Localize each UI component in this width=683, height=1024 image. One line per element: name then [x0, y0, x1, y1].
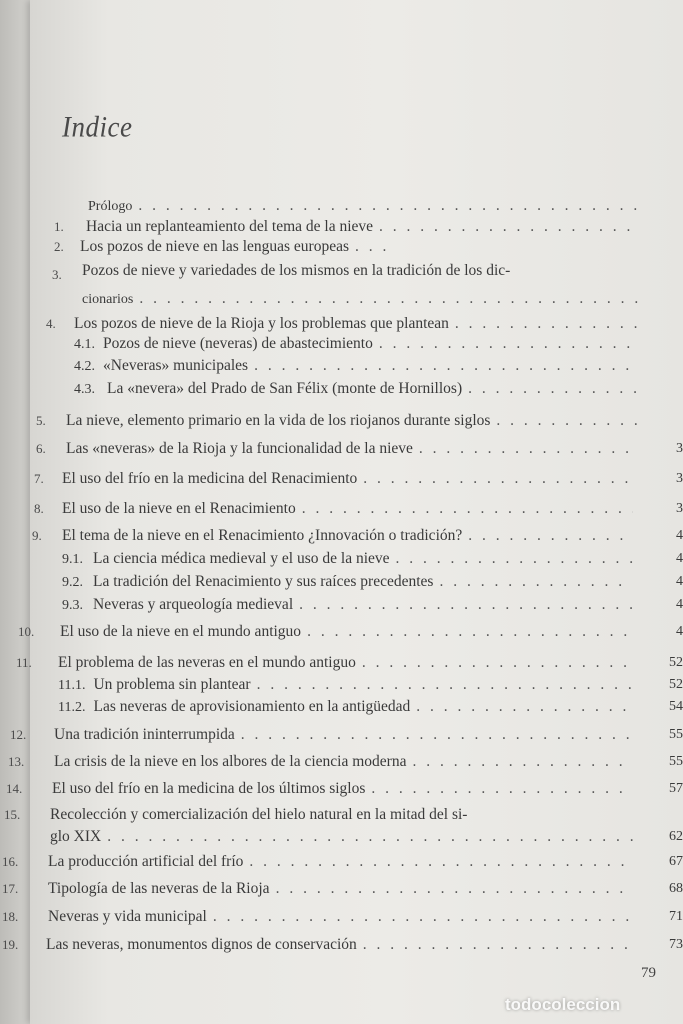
- toc-entry: [2, 880, 683, 897]
- entry-number: 13.: [8, 754, 25, 769]
- entry-label: Neveras y vida municipal: [48, 908, 207, 925]
- entry-number: 4.: [46, 316, 56, 331]
- leader-dots: [419, 440, 633, 457]
- entry-label: Hacia un replanteamiento del tema de la nieve: [86, 218, 374, 235]
- toc-entry: [62, 573, 683, 591]
- entry-page: 4: [676, 528, 683, 543]
- entry-number: 9.: [32, 528, 42, 543]
- entry-label: La «nevera» del Prado de San Félix (monte de Hornillos): [107, 380, 463, 397]
- leader-dots: [307, 623, 633, 640]
- leader-dots: [257, 676, 633, 693]
- entry-label: Una tradición ininterrumpida: [54, 726, 235, 743]
- entry-number: 12.: [10, 727, 27, 742]
- leader-dots: [276, 880, 633, 897]
- toc-entry: [36, 412, 638, 429]
- entry-label: El problema de las neveras en el mundo antiguo: [58, 654, 356, 671]
- entry-number: 9.3.: [62, 598, 83, 613]
- toc-entry: [54, 238, 390, 255]
- entry-label: Prólogo: [88, 199, 133, 214]
- toc-entry: [74, 380, 640, 398]
- entry-number: 17.: [2, 881, 19, 896]
- leader-dots: [254, 357, 640, 374]
- entry-page: 68: [669, 881, 683, 896]
- entry-label-continued: cionarios: [82, 292, 134, 307]
- entry-label: Las neveras de aprovisionamiento en la antigüedad: [93, 698, 411, 715]
- toc-entry: [74, 335, 640, 353]
- leader-dots: [379, 335, 640, 352]
- toc-entry: [36, 440, 683, 457]
- entry-label: El uso de la nieve en el Renacimiento: [62, 500, 296, 517]
- toc-entry: [8, 753, 683, 770]
- entry-page: 52: [669, 677, 683, 692]
- toc-entry: [54, 218, 638, 235]
- entry-page: 4: [676, 574, 683, 589]
- entry-number: 5.: [36, 413, 46, 428]
- toc-entry: [88, 197, 638, 215]
- toc-entry: [2, 908, 683, 925]
- leader-dots: [139, 290, 638, 307]
- entry-label: Las «neveras» de la Rioja y la funcionalidad de la nieve: [66, 440, 413, 457]
- entry-number: 6.: [36, 441, 46, 456]
- page-number: 79: [641, 965, 656, 981]
- entry-number: 9.1.: [62, 552, 83, 567]
- entry-label: Pozos de nieve y variedades de los mismos en la tradición de los dic-: [82, 262, 511, 279]
- entry-page: 3: [676, 471, 683, 486]
- leader-dots: [396, 550, 633, 567]
- toc-entry: [10, 726, 683, 743]
- leader-dots: [412, 753, 633, 770]
- leader-dots: [379, 218, 638, 235]
- entry-page: 55: [669, 754, 683, 769]
- entry-number: 11.2.: [58, 700, 86, 715]
- toc-entry: [34, 500, 683, 517]
- entry-page: 4: [676, 624, 683, 639]
- entry-label: La crisis de la nieve en los albores de la ciencia moderna: [54, 753, 407, 770]
- entry-page: 3: [676, 441, 683, 456]
- entry-page: 54: [669, 699, 683, 714]
- entry-label: Un problema sin plantear: [93, 676, 251, 693]
- leader-dots: [468, 380, 640, 397]
- entry-label: Tipología de las neveras de la Rioja: [48, 880, 270, 897]
- leader-dots: [439, 573, 633, 590]
- entry-label: Los pozos de nieve en las lenguas europeas: [80, 238, 350, 255]
- entry-number: 4.1.: [74, 337, 95, 352]
- leader-dots: [138, 197, 638, 214]
- toc-entry: [58, 698, 683, 716]
- entry-label: La tradición del Renacimiento y sus raíces precedentes: [93, 573, 434, 590]
- entry-number: 1.: [54, 219, 64, 234]
- entry-page: 52: [669, 655, 683, 670]
- leader-dots: [241, 726, 633, 743]
- toc-entry: [46, 315, 640, 332]
- leader-dots: [107, 828, 633, 845]
- entry-page: 73: [669, 937, 683, 952]
- entry-label: «Neveras» municipales: [103, 357, 249, 374]
- entry-label-continued: glo XIX: [50, 828, 102, 845]
- toc-entry: [62, 550, 683, 568]
- toc-entry-continuation: [82, 290, 638, 308]
- leader-dots: [362, 654, 633, 671]
- entry-page: 4: [676, 597, 683, 612]
- entry-page: 71: [669, 909, 683, 924]
- entry-label: El uso del frío en la medicina de los últimos siglos: [52, 780, 366, 797]
- entry-label: Recolección y comercialización del hielo natural en la mitad del si-: [50, 806, 468, 823]
- entry-number: 9.2.: [62, 575, 83, 590]
- entry-page: 62: [669, 829, 683, 844]
- entry-label: La nieve, elemento primario en la vida de los riojanos durante siglos: [66, 412, 491, 429]
- toc-entry: [4, 806, 640, 823]
- toc-entry: [34, 470, 683, 487]
- leader-dots: [468, 527, 633, 544]
- entry-page: 67: [669, 854, 683, 869]
- entry-label: Los pozos de nieve de la Rioja y los problemas que plantean: [74, 315, 449, 332]
- entry-number: 8.: [34, 501, 44, 516]
- entry-page: 55: [669, 727, 683, 742]
- page-title: Indice: [62, 110, 133, 144]
- entry-label: La ciencia médica medieval y el uso de la nieve: [93, 550, 390, 567]
- entry-number: 4.2.: [74, 359, 95, 374]
- entry-number: 10.: [18, 624, 35, 639]
- entry-number: 2.: [54, 239, 64, 254]
- entry-label: El uso de la nieve en el mundo antiguo: [60, 623, 302, 640]
- toc-entry: [62, 596, 683, 614]
- toc-entry: [58, 676, 683, 694]
- leader-dots: [416, 698, 633, 715]
- entry-number: 16.: [2, 854, 19, 869]
- entry-label: El uso del frío en la medicina del Renacimiento: [62, 470, 358, 487]
- toc-entry: [16, 654, 683, 671]
- entry-label: Neveras y arqueología medieval: [93, 596, 294, 613]
- entry-page: 57: [669, 781, 683, 796]
- toc-entry: [52, 262, 642, 282]
- toc-entry: [74, 357, 640, 375]
- entry-label: Las neveras, monumentos dignos de conservación: [46, 936, 357, 953]
- toc-entry: [6, 780, 683, 797]
- entry-number: 15.: [4, 807, 21, 822]
- leader-dots: [355, 238, 390, 255]
- toc-entry: [32, 527, 683, 544]
- watermark: todocoleccion: [505, 995, 621, 1014]
- entry-number: 4.3.: [74, 382, 95, 397]
- leader-dots: [371, 780, 633, 797]
- leader-dots: [455, 315, 640, 332]
- entry-number: 14.: [6, 781, 23, 796]
- entry-page: 4: [676, 551, 683, 566]
- toc-entry: [2, 936, 683, 953]
- toc-entry: [18, 623, 683, 640]
- entry-number: 11.: [16, 655, 32, 670]
- entry-number: 19.: [2, 937, 19, 952]
- entry-number: 7.: [34, 471, 44, 486]
- leader-dots: [249, 853, 633, 870]
- entry-number: 18.: [2, 909, 19, 924]
- entry-label: La producción artificial del frío: [48, 853, 244, 870]
- entry-label: El tema de la nieve en el Renacimiento ¿Innovación o tradición?: [62, 527, 463, 544]
- entry-number: 11.1.: [58, 678, 86, 693]
- entry-label: Pozos de nieve (neveras) de abastecimiento: [103, 335, 373, 352]
- leader-dots: [213, 908, 633, 925]
- entry-number: 3.: [52, 267, 62, 282]
- toc-entry: [2, 853, 683, 870]
- leader-dots: [496, 412, 638, 429]
- leader-dots: [299, 596, 633, 613]
- leader-dots: [363, 936, 633, 953]
- entry-page: 3: [676, 501, 683, 516]
- leader-dots: [302, 500, 633, 517]
- leader-dots: [363, 470, 633, 487]
- toc-entry-continuation: [50, 828, 683, 845]
